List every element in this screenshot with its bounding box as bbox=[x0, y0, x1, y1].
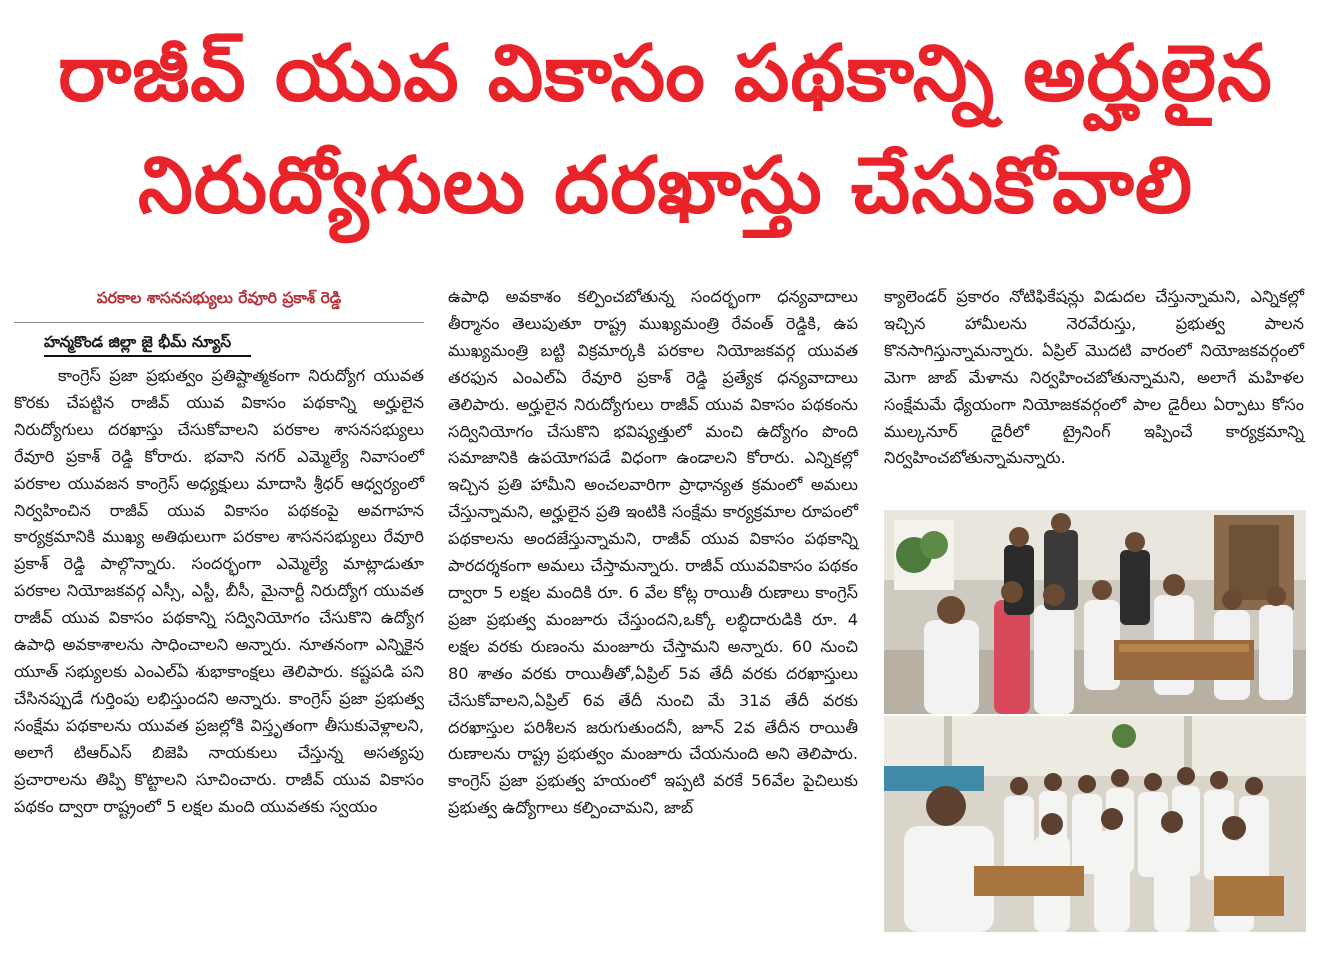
article-text-column-2: ఉపాధి అవకాశం కల్పించబోతున్న సందర్భంగా ధన్యవాదాలు తీర్మానం తెలుపుతూ రాష్ట్ర ముఖ్యమంత్రి రేవంత్ రెడ్డికి, ఉప ముఖ్యమంత్రి బట్టి విక్రమార్కకి పరకాల నియోజకవర్గ యువత తరఫున ఎంఎల్ఏ రేవూరి ప్రకాశ్ రెడ్డి ప్రత్యేక ధన్యవాదాలు తెలిపారు. అర్హులైన నిరుద్యోగులు రాజీవ్ యువ వికాసం పథకంను సద్వినియోగం చేసుకొని భవిష్యత్తులో మంచి ఉద్యోగం పొంది సమాజానికి ఉపయోగపడే విధంగా ఉండాలని కోరారు. ఎన్నికల్లో ఇచ్చిన ప్రతి హామీని అంచలవారిగా ప్రాధాన్యత క్రమంలో అమలు చేస్తున్నామని, అర్హులైన ప్రతి ఇంటికి సంక్షేమ కార్యక్రమాల రూపంలో పథకాలను అందజేస్తున్నామని, రాజీవ్ యువ వికాసం పథకాన్ని పారదర్శకంగా అమలు చేస్తామన్నారు. రాజీవ్ యువవికాసం పథకం ద్వారా 5 లక్షల మందికి రూ. 6 వేల కోట్ల రాయితీ రుణాలు కాంగ్రెస్ ప్రజా ప్రభుత్వ మంజూరు చేస్తుందని,ఒక్కో లబ్ధిదారుడికి రూ. 4 లక్షల వరకు రుణంను మంజూరు చేస్తామని అన్నారు. 60 నుంచి 80 శాతం వరకు రాయితీతో,ఏప్రిల్ 5వ తేదీ వరకు దరఖాస్తులు చేసుకోవాలని,ఏప్రిల్ 6వ తేదీ నుంచి మే 31వ తేదీ వరకు దరఖాస్తుల పరిశీలన జరుగుతుందనీ, జూన్ 2వ తేదీన రాయితీ రుణాలను రాష్ట్ర ప్రభుత్వం మంజూరు చేయనుంది అని తెలిపారు. కాంగ్రెస్ ప్రజా ప్రభుత్వ హయంలో ఇప్పటి వరకే 56వేల పైచిలుకు ప్రభుత్వ ఉద్యోగాలు కల్పించామని, జాబ్ bbox=[448, 287, 858, 818]
meeting-photo-2 bbox=[884, 716, 1306, 932]
article-text-column-1: కాంగ్రెస్ ప్రజా ప్రభుత్వం ప్రతిష్టాత్మకంగా నిరుద్యోగ యువత కొరకు చేపట్టిన రాజీవ్ యువ వికాసం పథకాన్ని అర్హులైన నిరుద్యోగులు దరఖాస్తు చేసుకోవాలని పరకాల శాసనసభ్యులు రేవూరి ప్రకాశ్ రెడ్డి కోరారు. భవాని నగర్ ఎమ్మెల్యే నివాసంలో పరకాల యువజన కాంగ్రెస్ అధ్యక్షులు మాదాసి శ్రీధర్ ఆధ్వర్యంలో నిర్వహించిన రాజీవ్ యువ వికాసం పథకంపై అవగాహన కార్యక్రమానికి ముఖ్య అతిథులుగా పరకాల శాసనసభ్యులు రేవూరి ప్రకాశ్ రెడ్డి పాల్గొన్నారు. సందర్భంగా ఎమ్మెల్యే మాట్లాడుతూ పరకాల నియోజకవర్గ ఎస్సీ, ఎస్టీ, బీసీ, మైనార్టీ నిరుద్యోగ యువత రాజీవ్ యువ వికాసం పథకాన్ని సద్వినియోగం చేసుకొని ఉద్యోగ ఉపాధి అవకాశాలను సాధించాలని అన్నారు. నూతనంగా ఎన్నికైన యూత్ సభ్యులకు ఎంఎల్ఏ శుభాకాంక్షలు తెలిపారు. కష్టపడి పని చేసినప్పుడే గుర్తింపు లభిస్తుందని అన్నారు. కాంగ్రెస్ ప్రజా ప్రభుత్వ సంక్షేమ పథకాలను యువత ప్రజల్లోకి విస్తృతంగా తీసుకువెళ్లాలని, అలాగే టిఆర్ఎస్ బిజెపి నాయకులు చేస్తున్న అసత్యపు ప్రచారాలను తిప్పి కొట్టాలని సూచించారు. రాజీవ్ యువ వికాసం పథకం ద్వారా రాష్ట్రంలో 5 లక్షల మంది యువతకు స్వయం bbox=[14, 366, 424, 816]
dateline: హన్మకొండ జిల్లా జై భీమ్ న్యూస్ bbox=[44, 329, 251, 357]
article-column-3 bbox=[884, 284, 1304, 472]
headline bbox=[0, 18, 1331, 242]
article-column-1 bbox=[14, 282, 424, 820]
meeting-photo-1 bbox=[884, 510, 1306, 714]
article-column-2 bbox=[448, 284, 858, 822]
article-text-column-3: క్యాలెండర్ ప్రకారం నోటిఫికేషన్లు విడుదల చేస్తున్నామని, ఎన్నికల్లో ఇచ్చిన హామీలను నెరవేరుస్తు, ప్రభుత్వ పాలన కొనసాగిస్తున్నామన్నారు. ఏప్రిల్ మొదటి వారంలో నియోజకవర్గంలో మెగా జాబ్ మేళాను నిర్వహించబోతున్నామని, అలాగే మహిళల సంక్షేమమే ధ్యేయంగా నియోజకవర్గంలో పాల డైరీలు ఏర్పాటు కోసం ముల్కనూర్ డైరీలో ట్రైనింగ్ ఇప్పించే కార్యక్రమాన్ని నిర్వహించబోతున్నామన్నారు. bbox=[884, 287, 1304, 468]
headline-line-1: రాజీవ్ యువ వికాసం పథకాన్ని అర్హులైన bbox=[58, 29, 1273, 119]
byline-divider bbox=[14, 322, 424, 323]
headline-line-2: నిరుద్యోగులు దరఖాస్తు చేసుకోవాలి bbox=[137, 141, 1194, 231]
byline: పరకాల శాసనసభ్యులు రేవూరి ప్రకాశ్ రెడ్డి bbox=[96, 289, 342, 307]
